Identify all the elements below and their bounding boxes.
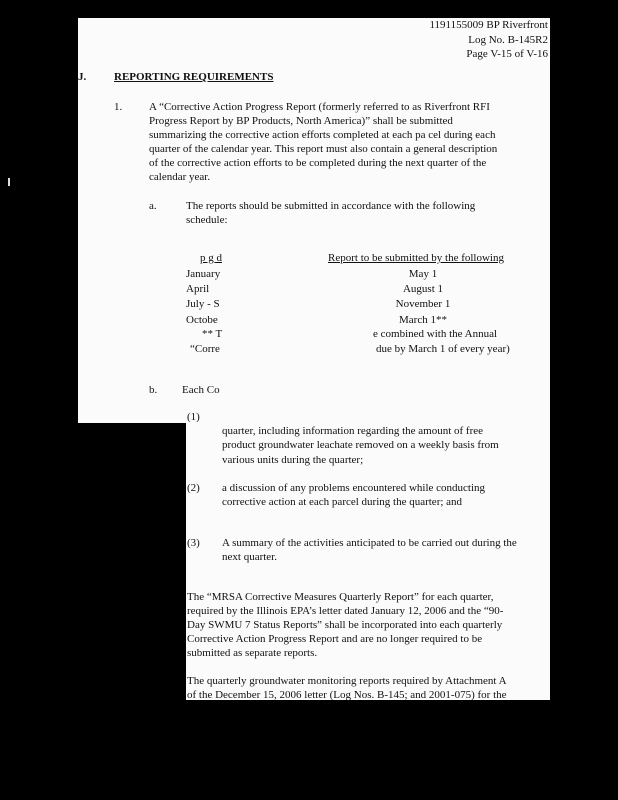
sub-2-number: (2) (187, 482, 200, 494)
item-a-letter: a. (149, 200, 157, 212)
sub-1-line: quarter, including information regarding the amount of free (222, 425, 484, 437)
schedule-note: “Corre (190, 343, 220, 355)
item-1-line: quarter of the calendar year. This report must also contain a general description (149, 143, 498, 155)
item-b-letter: b. (149, 384, 158, 396)
paragraph-2-line: The quarterly groundwater monitoring reports required by Attachment A (187, 675, 507, 687)
item-1-line: calendar year. (149, 171, 211, 183)
sub-2-line: corrective action at each parcel during the quarter; and (222, 496, 463, 508)
schedule-note: ** T (202, 328, 223, 340)
item-1-number: 1. (114, 101, 123, 113)
sub-3-number: (3) (187, 537, 200, 549)
schedule-row-due: November 1 (395, 298, 451, 310)
header-doc-id: 1191155009 BP Riverfront (429, 19, 548, 31)
item-b-text: Each Co (182, 384, 220, 396)
item-a-line: The reports should be submitted in accordance with the following (186, 200, 476, 212)
schedule-row-period: January (186, 268, 221, 280)
item-1-line: Progress Report by BP Products, North America)” shall be submitted (149, 115, 453, 127)
sub-1-number: (1) (187, 411, 200, 423)
schedule-col1-header: p g d (200, 252, 222, 264)
paragraph-1-line: required by the Illinois EPA’s letter dated January 12, 2006 and the “90- (187, 605, 504, 617)
schedule-row-period: April (186, 283, 210, 295)
paragraph-2-line: of the December 15, 2006 letter (Log Nos. B-145; and 2001-075) for the (187, 689, 507, 701)
schedule-row-period: Octobe (186, 314, 218, 326)
sub-2-line: a discussion of any problems encountered while conducting (222, 482, 486, 494)
item-a-line: schedule: (186, 214, 228, 226)
section-title: REPORTING REQUIREMENTS (114, 71, 274, 83)
paragraph-1-line: submitted as separate reports. (187, 647, 318, 659)
schedule-note: e combined with the Annual (373, 328, 498, 340)
sub-3-line: next quarter. (222, 551, 277, 563)
schedule-row-due: March 1** (399, 314, 447, 326)
section-letter: J. (78, 71, 87, 83)
schedule-note: due by March 1 of every year) (376, 343, 510, 355)
sub-1-line: product groundwater leachate removed on a weekly basis from (222, 439, 499, 451)
header-log-number: Log No. B-145R2 (468, 34, 548, 46)
paragraph-1-line: Day SWMU 7 Status Reports” shall be incorporated into each quarterly (187, 619, 503, 631)
item-1-line: A “Corrective Action Progress Report (formerly referred to as Riverfront RFI (149, 101, 490, 113)
paragraph-1-line: Corrective Action Progress Report and are no longer required to be (187, 633, 483, 645)
schedule-row-due: August 1 (402, 283, 444, 295)
paragraph-1-line: The “MRSA Corrective Measures Quarterly Report” for each quarter, (187, 591, 494, 603)
schedule-row-due: May 1 (408, 268, 438, 280)
item-1-line: of the corrective action efforts to be completed during the next quarter of the (149, 157, 487, 169)
sub-1-line: various units during the quarter; (222, 454, 364, 466)
header-page-number: Page V-15 of V-16 (466, 48, 548, 60)
scan-speck (8, 178, 10, 186)
item-1-line: summarizing the corrective action efforts completed at each pa cel during each (149, 129, 496, 141)
sub-3-line: A summary of the activities anticipated to be carried out during the (222, 537, 517, 549)
schedule-col2-header: Report to be submitted by the following (328, 252, 504, 264)
schedule-row-period: July - S (186, 298, 220, 310)
